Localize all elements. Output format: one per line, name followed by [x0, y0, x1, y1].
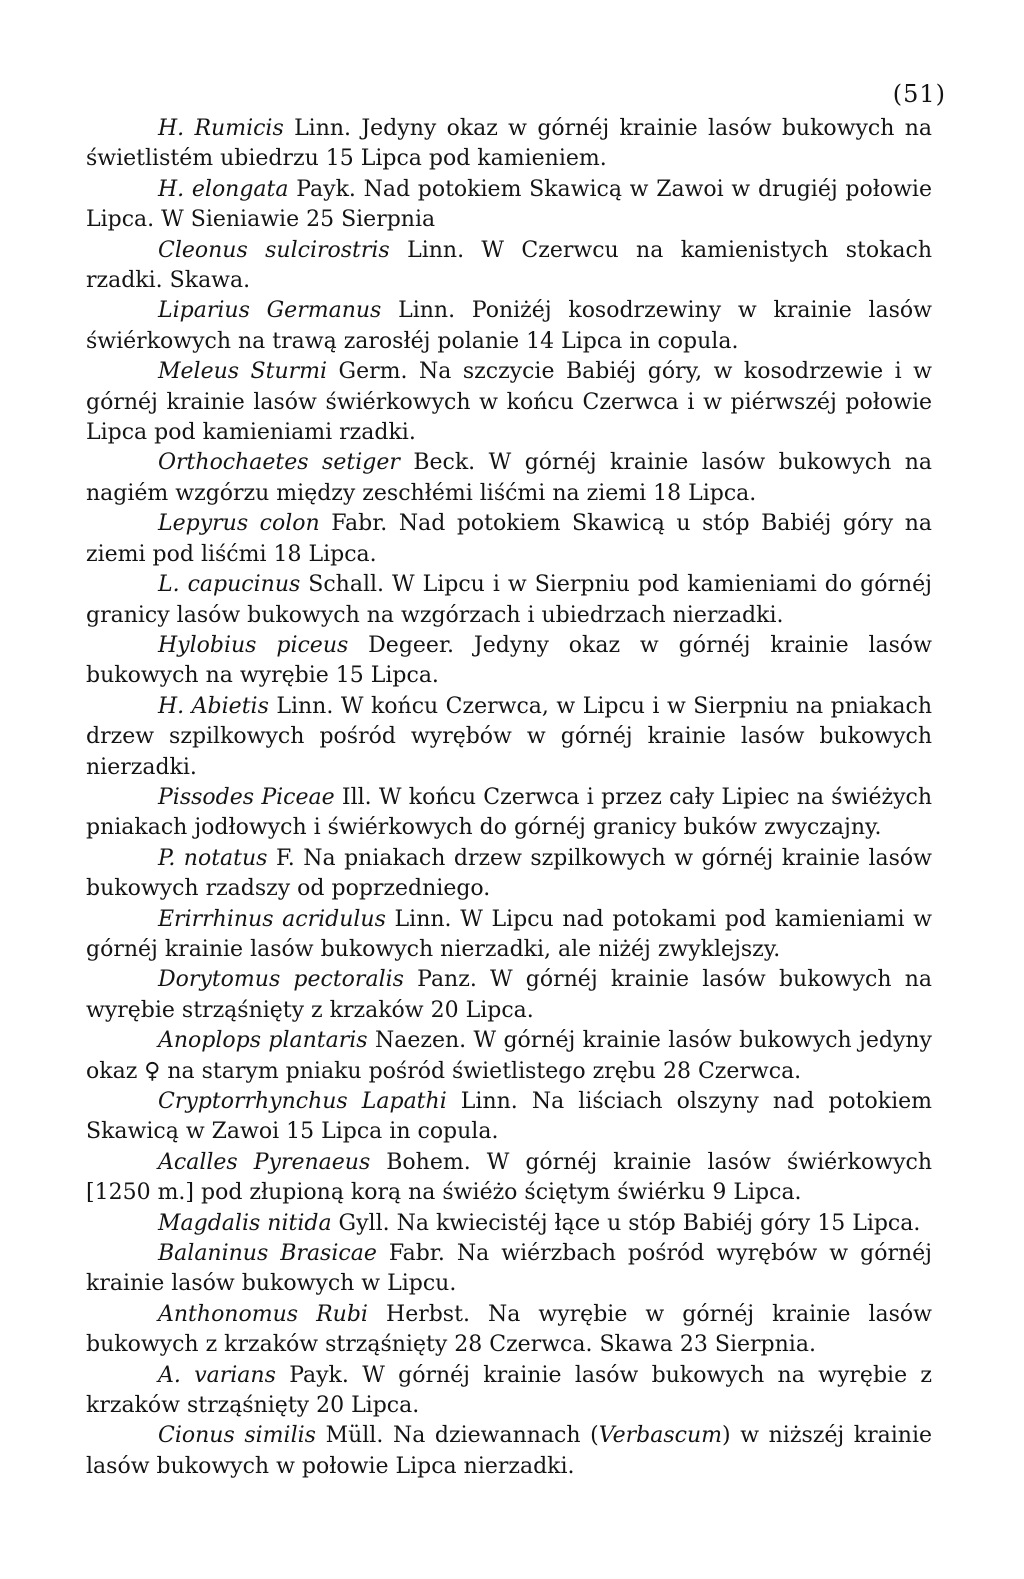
entry [86, 236, 932, 297]
species-name: Acalles Pyrenaeus [158, 1149, 371, 1175]
entry [86, 965, 932, 1026]
entry [86, 448, 932, 509]
entry [86, 1300, 932, 1361]
entry [86, 1209, 932, 1239]
entry [86, 175, 932, 236]
species-name: Meleus Sturmi [158, 359, 328, 385]
entry-text: Linn. W końcu Czerwca, w Lipcu i w Sierpniu na pniakach drzew szpilkowych pośród wyrębów w górnéj krainie lasów bukowych nierzadki. [86, 693, 932, 780]
species-name: L. capucinus [158, 572, 301, 598]
entry-text: Müll. Na dziewannach ( [315, 1423, 599, 1449]
entry-text-continued: ) w niższéj krainie lasów bukowych w połowie Lipca nierzadki. [86, 1423, 932, 1479]
species-name: H. elongata [158, 176, 289, 202]
species-name: Erirrhinus acridulus [158, 906, 386, 932]
entry-text: Schall. W Lipcu i w Sierpniu pod kamieniami do górnéj granicy lasów bukowych na wzgórzach i ubiedrzach nierzadki. [86, 572, 932, 628]
entry-text: Linn. Poniżéj kosodrzewiny w krainie lasów świérkowych na trawą zarosłéj polanie 14 Lipca in copula. [86, 298, 932, 354]
entry [86, 692, 932, 783]
species-name: H. Abietis [158, 693, 269, 719]
species-name: Anthonomus Rubi [158, 1301, 368, 1327]
entry-text: Bohem. W górnéj krainie lasów świérkowych [1250 m.] pod złupioną korą na świéżo ściętym świérku 9 Lipca. [86, 1149, 932, 1206]
species-name: Anoplops plantaris [158, 1028, 368, 1054]
entry-text: Linn. Na liściach olszyny nad potokiem Skawicą w Zawoi 15 Lipca in copula. [86, 1089, 932, 1145]
entry [86, 905, 932, 966]
entry-text: F. Na pniakach drzew szpilkowych w górnéj krainie lasów bukowych rzadszy od poprzedniego. [86, 845, 932, 902]
species-name: H. Rumicis [158, 116, 284, 141]
entry-text: Panz. W górnéj krainie lasów bukowych na wyrębie strząśnięty z krzaków 20 Lipca. [86, 967, 932, 1023]
species-name: Magdalis nitida [158, 1210, 332, 1236]
entry-text: Linn. W Czerwcu na kamienistych stokach rzadki. Skawa. [86, 237, 933, 294]
entry-text: Germ. Na szczycie Babiéj góry, w kosodrzewie i w górnéj krainie lasów świérkowych w końcu Czerwca i w piérwszéj połowie Lipca pod kamieniami rzadki. [86, 359, 932, 446]
entry [86, 1361, 932, 1422]
entry [86, 1421, 932, 1482]
entry [86, 1026, 932, 1087]
entry [86, 1087, 932, 1148]
entry-text: Fabr. Na wiérzbach pośród wyrębów w górnéj krainie lasów bukowych w Lipcu. [86, 1241, 932, 1297]
species-name: P. notatus [158, 845, 268, 871]
entry [86, 1239, 932, 1300]
species-name: Hylobius piceus [158, 632, 349, 658]
entry-text: Linn. W Lipcu nad potokami pod kamieniami w górnéj krainie lasów bukowych nierzadki, ale niżéj zwyklejszy. [86, 906, 932, 962]
entry [86, 509, 932, 570]
species-name: Pissodes Piceae [158, 784, 335, 810]
species-name: Liparius Germanus [158, 298, 382, 324]
species-name: Dorytomus pectoralis [158, 967, 404, 993]
entry [86, 631, 932, 692]
entry [86, 570, 932, 631]
entry [86, 1148, 932, 1209]
entry-text: Fabr. Nad potokiem Skawicą u stóp Babiéj góry na ziemi pod liśćmi 18 Lipca. [86, 511, 932, 567]
entry-text: Beck. W górnéj krainie lasów bukowych na nagiém wzgórzu między zeschłémi liśćmi na ziemi 18 Lipca. [86, 450, 932, 506]
entry-text: Ill. W końcu Czerwca i przez cały Lipiec na świéżych pniakach jodłowych i świérkowych do górnéj granicy buków zwyczajny. [86, 784, 932, 841]
entry [86, 296, 932, 357]
entry [86, 783, 932, 844]
entry-text: Payk. W górnéj krainie lasów bukowych na wyrębie z krzaków strząśnięty 20 Lipca. [86, 1362, 932, 1419]
entry [86, 844, 932, 905]
species-name: Cleonus sulcirostris [158, 237, 390, 263]
entry-text: Linn. Jedyny okaz w górnéj krainie lasów bukowych na świetlistém ubiedrzu 15 Lipca pod kamieniem. [86, 116, 932, 172]
species-name: Balaninus Brasicae [158, 1241, 377, 1267]
entry-text: Payk. Nad potokiem Skawicą w Zawoi w drugiéj połowie Lipca. W Sieniawie 25 Sierpnia [86, 176, 932, 233]
species-name: Orthochaetes setiger [158, 450, 400, 476]
species-name: A. varians [158, 1362, 276, 1388]
entry-text: Naezen. W górnéj krainie lasów bukowych jedyny okaz ♀ na starym pniaku pośród świetlistego zrębu 28 Czerwca. [86, 1028, 932, 1084]
species-name: Cionus similis [158, 1423, 316, 1449]
entry-text: Degeer. Jedyny okaz w górnéj krainie lasów bukowych na wyrębie 15 Lipca. [86, 632, 932, 689]
entry [86, 357, 932, 448]
entry-text: Gyll. Na kwiecistéj łące u stóp Babiéj góry 15 Lipca. [331, 1210, 921, 1236]
species-name: Lepyrus colon [158, 511, 320, 537]
page-number: (51) [892, 80, 946, 108]
entry [86, 114, 932, 175]
entry-text: Herbst. Na wyrębie w górnéj krainie lasów bukowych z krzaków strząśnięty 28 Czerwca. Skawa 23 Sierpnia. [86, 1301, 932, 1358]
species-list [86, 114, 932, 1482]
species-name: Cryptorrhynchus Lapathi [158, 1089, 447, 1114]
plant-genus-name: Verbascum [598, 1423, 722, 1449]
